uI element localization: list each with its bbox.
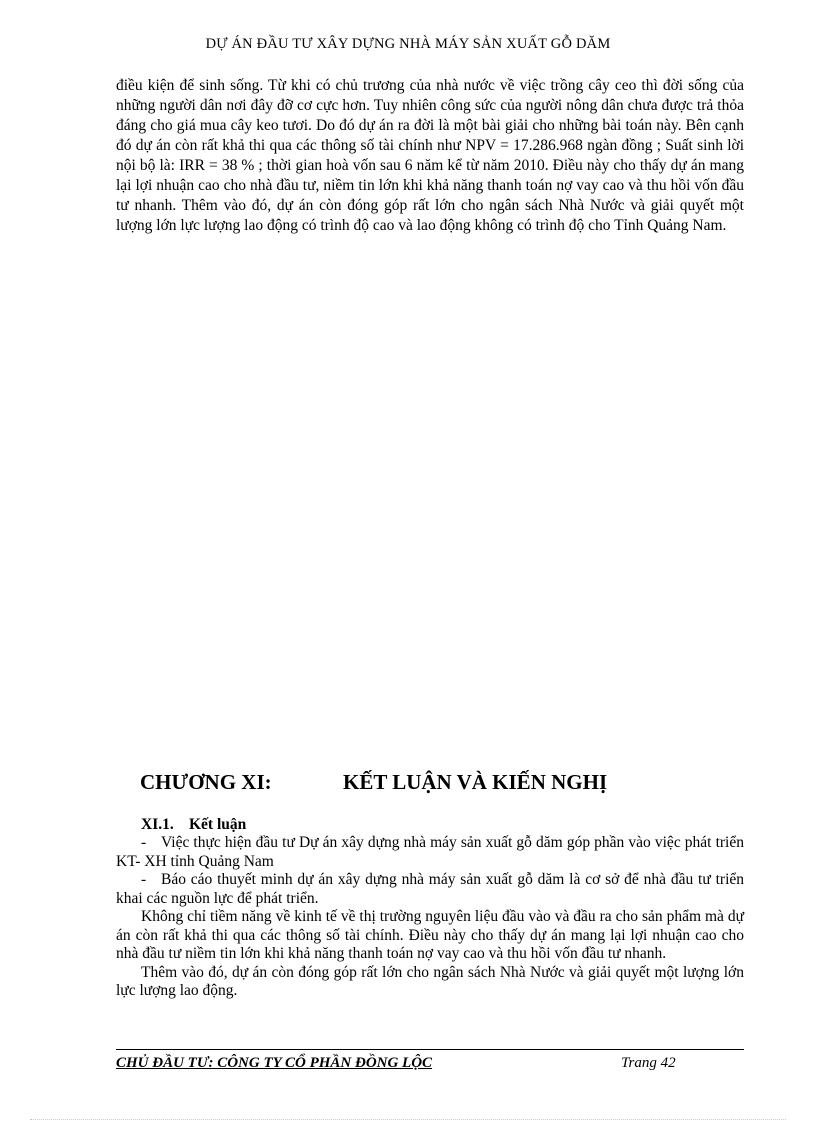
bullet-text: Báo cáo thuyết minh dự án xây dựng nhà máy sản xuất gỗ dăm là cơ sở để nhà đầu tư triển khai các nguồn lực để phát triển. bbox=[116, 871, 744, 907]
chapter-heading bbox=[140, 770, 744, 795]
body-paragraph: Không chỉ tiềm năng về kinh tế về thị trường nguyên liệu đầu vào và đầu ra cho sản phẩm mà dự án còn rất khả thi qua các thông số tài chính. Điều này cho thấy dự án mang lại lợi nhuận cao cho nhà đầu tư niềm tin lớn khi khả năng thanh toán nợ vay cao và thu hồi vốn đầu tư nhanh. bbox=[116, 908, 744, 962]
footer-page-number: Trang 42 bbox=[621, 1055, 676, 1071]
footer-owner: CHỦ ĐẦU TƯ: CÔNG TY CỔ PHẦN ĐỒNG LỘC bbox=[116, 1055, 433, 1071]
bullet-dash: - bbox=[141, 834, 147, 851]
body-paragraph: Thêm vào đó, dự án còn đóng góp rất lớn cho ngân sách Nhà Nước và giải quyết một lượng lớn lực lượng lao động. bbox=[116, 963, 744, 999]
section-title: Kết luận bbox=[189, 816, 247, 833]
chapter-title: KẾT LUẬN VÀ KIẾN NGHỊ bbox=[343, 770, 608, 794]
page-edge-divider bbox=[30, 1119, 786, 1120]
chapter-number: CHƯƠNG XI: bbox=[140, 770, 272, 794]
top-paragraph: điều kiện để sinh sống. Từ khi có chủ trương của nhà nước về việc trồng cây ceo thì đời sống của những người dân nơi đây đỡ cơ cực hơn. Tuy nhiên công sức của người nông dân chưa được trả thỏa đáng cho giá mua cây keo tươi. Do đó dự án ra đời là một bài giải cho những bài toán này. Bên cạnh đó dự án còn rất khả thi qua các thông số tài chính như NPV = 17.286.968 ngàn đồng ; Suất sinh lời nội bộ là: IRR = 38 % ; thời gian hoà vốn sau 6 năm kể từ năm 2010. Điều này cho thấy dự án mang lại lợi nhuận cao cho nhà đầu tư, niềm tin lớn khi khả năng thanh toán nợ vay cao và thu hồi vốn đầu tư nhanh. Thêm vào đó, dự án còn đóng góp rất lớn cho ngân sách Nhà Nước và giải quyết một lượng lớn lực lượng lao động có trình độ cao và lao động không có trình độ cho Tỉnh Quảng Nam. bbox=[116, 77, 744, 234]
bullet-dash: - bbox=[141, 871, 147, 888]
page-header-title: DỰ ÁN ĐẦU TƯ XÂY DỰNG NHÀ MÁY SẢN XUẤT GỖ DĂM bbox=[205, 36, 611, 52]
section-number: XI.1. bbox=[141, 816, 174, 833]
bullet-text: Việc thực hiện đầu tư Dự án xây dựng nhà máy sản xuất gỗ dăm góp phần vào việc phát triển KT- XH tỉnh Quảng Nam bbox=[116, 834, 744, 870]
section-body bbox=[116, 834, 744, 1001]
list-item bbox=[116, 834, 744, 871]
footer-divider bbox=[116, 1049, 744, 1050]
section-heading bbox=[141, 816, 246, 834]
list-item bbox=[116, 871, 744, 908]
